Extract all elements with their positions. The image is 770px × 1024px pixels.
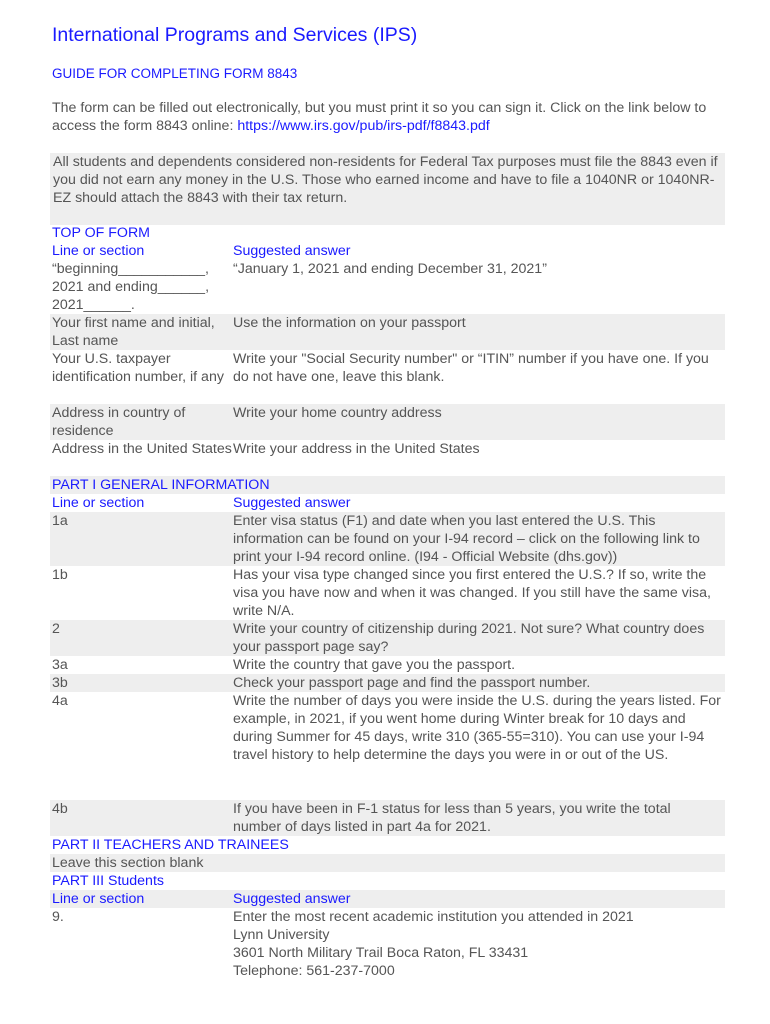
form-8843-link[interactable]: https://www.irs.gov/pub/irs-pdf/f8843.pdf — [237, 118, 490, 134]
col-header-answer: Suggested answer — [233, 495, 351, 511]
table-row — [50, 350, 725, 404]
table-row — [50, 404, 725, 440]
col-header-answer: Suggested answer — [233, 243, 351, 259]
table-row — [50, 674, 725, 692]
col-header-line: Line or section — [52, 243, 145, 259]
row-line: 2 — [52, 621, 60, 637]
row-line: Address in country of residence — [52, 405, 186, 439]
part2-note-row — [50, 854, 725, 872]
row-line: 1a — [52, 513, 68, 529]
row-answer: Write your address in the United States — [233, 441, 480, 457]
col-header-line: Line or section — [52, 891, 145, 907]
section-heading-part1: PART I GENERAL INFORMATION — [50, 476, 725, 494]
row-answer: “January 1, 2021 and ending December 31, 2021” — [233, 261, 547, 277]
row-line: 1b — [52, 567, 68, 583]
answer-line: Lynn University — [233, 927, 330, 943]
row-line: “beginning___________, 2021 and ending______, 2021______. — [52, 261, 210, 313]
notice-box: All students and dependents considered non-residents for Federal Tax purposes must file the 8843 even if you did not earn any money in the U.S. Those who earned income and have to file a 1040NR or 1040NR-EZ should attach the 8843 with their tax return. — [50, 153, 725, 225]
row-line: 9. — [52, 909, 64, 925]
table-row — [50, 512, 725, 566]
row-answer: Has your visa type changed since you first entered the U.S.? If so, write the visa you have now and when it was changed. If you still have the same visa, write N/A. — [233, 567, 711, 619]
table-header — [50, 242, 725, 260]
row-line: 4a — [52, 693, 68, 709]
table-row — [50, 260, 725, 314]
row-answer: Write the number of days you were inside the U.S. during the years listed. For example, in 2021, if you went home during Winter break for 10 days and during Summer for 45 days, write 310 (365-55=310). You can use your I-94 travel history to help determine the days you were in or out of the US. — [233, 693, 721, 763]
row-line: Address in the United States — [52, 441, 232, 457]
section-heading-part2: PART II TEACHERS AND TRAINEES — [52, 837, 289, 853]
page-subtitle: GUIDE FOR COMPLETING FORM 8843 — [52, 66, 298, 81]
table-row — [50, 908, 725, 980]
table-header — [50, 494, 725, 512]
row-answer: Enter visa status (F1) and date when you last entered the U.S. This information can be found on your I-94 record – click on the following link to print your I-94 record online. (I94 - Official Website (dhs.gov)) — [233, 513, 700, 565]
col-header-line: Line or section — [52, 495, 145, 511]
intro-text: The form can be filled out electronically, but you must print it so you can sign it. Click on the link below to access the form 8843 online: — [52, 100, 707, 134]
row-answer: Use the information on your passport — [233, 315, 466, 331]
row-line: Your first name and initial, Last name — [52, 315, 215, 349]
intro-paragraph — [52, 99, 732, 135]
table-row — [50, 800, 725, 836]
table-row — [50, 620, 725, 656]
table-row — [50, 314, 725, 350]
table-row — [50, 440, 725, 476]
row-answer: Write the country that gave you the passport. — [233, 657, 516, 673]
part2-note: Leave this section blank — [52, 855, 204, 871]
answer-line: Telephone: 561-237-7000 — [233, 963, 395, 979]
row-answer: Check your passport page and find the passport number. — [233, 675, 591, 691]
col-header-answer: Suggested answer — [233, 891, 351, 907]
table-row — [50, 656, 725, 674]
table-header — [50, 890, 725, 908]
answer-line: Enter the most recent academic institution you attended in 2021 — [233, 909, 634, 925]
row-line: 3b — [52, 675, 68, 691]
row-line: 4b — [52, 801, 68, 817]
row-answer — [233, 908, 725, 980]
answer-line: 3601 North Military Trail Boca Raton, FL 33431 — [233, 945, 529, 961]
page-title: International Programs and Services (IPS) — [52, 24, 418, 46]
guide-table — [50, 224, 725, 980]
row-answer: Write your "Social Security number" or “ITIN” number if you have one. If you do not have one, leave this blank. — [233, 351, 709, 385]
row-line: 3a — [52, 657, 68, 673]
row-answer: If you have been in F-1 status for less than 5 years, you write the total number of days listed in part 4a for 2021. — [233, 801, 671, 835]
row-line: Your U.S. taxpayer identification number, if any — [52, 351, 224, 385]
table-row — [50, 692, 725, 800]
row-answer: Write your country of citizenship during 2021. Not sure? What country does your passport page say? — [233, 621, 705, 655]
section-heading-part3: PART III Students — [52, 873, 164, 889]
section-heading-top-of-form: TOP OF FORM — [52, 225, 151, 241]
row-answer: Write your home country address — [233, 405, 442, 421]
table-row — [50, 566, 725, 620]
